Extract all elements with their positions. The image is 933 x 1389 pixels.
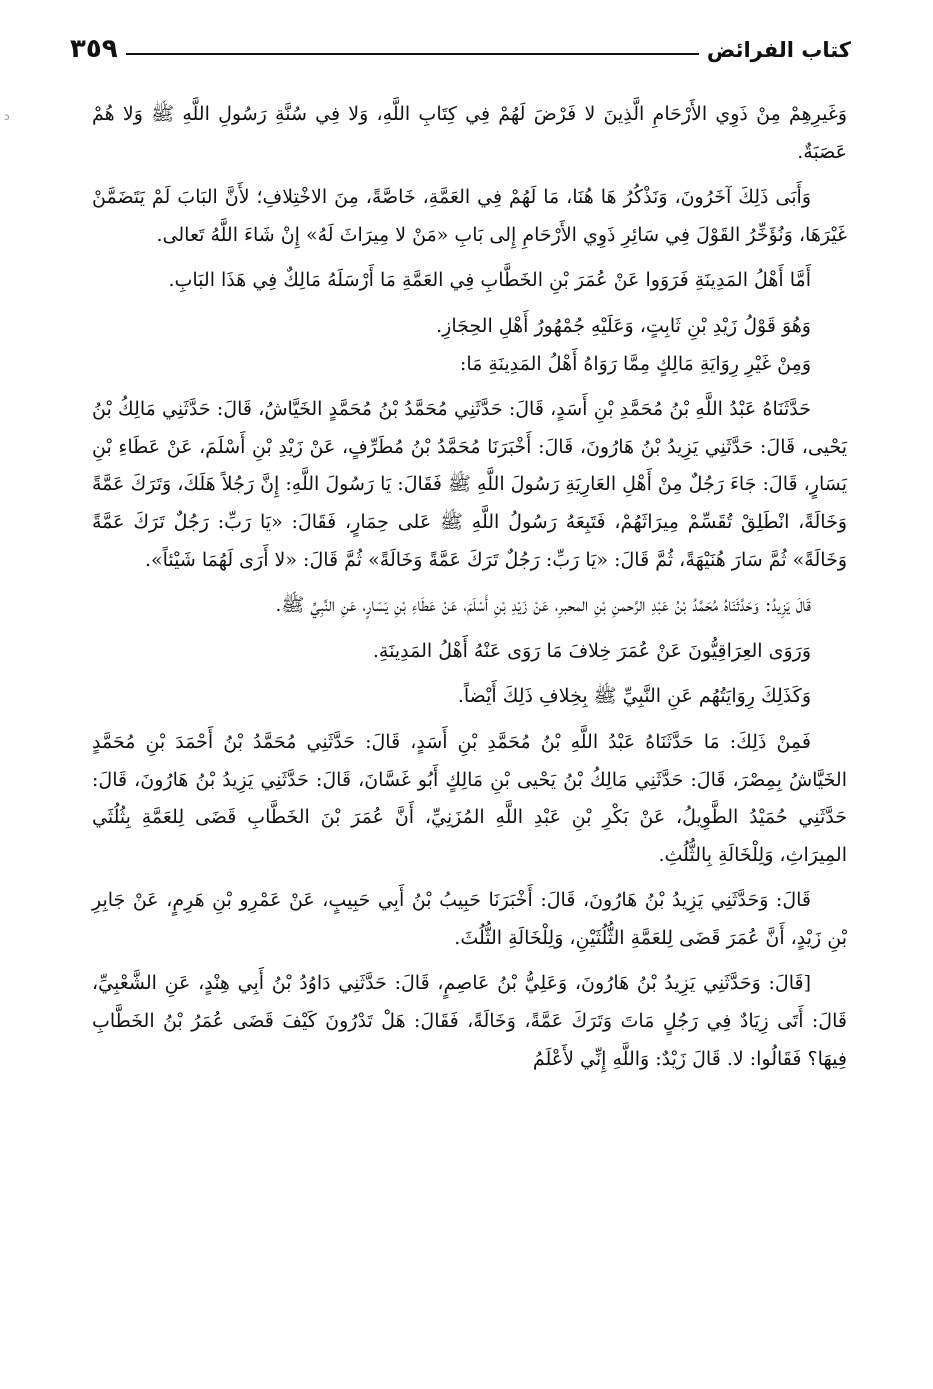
paragraph: فَمِنْ ذَلِكَ: مَا حَدَّثَنَاهُ عَبْدُ اللَّهِ بْنُ مُحَمَّدِ بْنِ أَسَدٍ، قَالَ: حَدَّثَنِي مُحَمَّدُ بْنُ أَحْمَدَ بْنِ مُحَمَّدٍ الخَيَّاشُ بِمِصْرَ، قَالَ: حَدَّثَنِي مَالِكُ بْنُ يَحْيى بْنِ مَالِكٍ أَبُو غَسَّانَ، قَالَ: حَدَّثَنِي يَزِيدُ بْنُ هَارُونَ، قَالَ: حَدَّثَنِي حُمَيْدُ الطَّوِيلُ، عَنْ بَكْرِ بْنِ عَبْدِ اللَّهِ المُزَنِيِّ، أَنَّ عُمَرَ بْنَ الخَطَّابِ قَضَى لِلعَمَّةِ بِثُلُثَي المِيرَاثِ، وَلِلْخَالَةِ بِالثُّلُثِ. [92,730,847,866]
paragraph: وَأَبَى ذَلِكَ آخَرُونَ، وَنَذْكُرُ هَا هُنَا، مَا لَهُمْ فِي العَمَّةِ، خَاصَّةً، مِنَ الاخْتِلافِ؛ لأَنَّ البَابَ لَمْ يَتَضَمَّنْ غَيْرَهَا، وَنُؤَخِّرُ القَوْلَ فِي سَائِرِ ذَوِي الأَرْحَامِ إِلى بَابِ «مَنْ لا مِيرَاثَ لَهُ» إِنْ شَاءَ اللَّهُ تَعالى. [92,186,847,246]
paragraph: قَالَ: وَحَدَّثَنِي يَزِيدُ بْنُ هَارُونَ، قَالَ: أَخْبَرَنَا حَبِيبُ بْنُ أَبِي حَبِيبٍ، عَنْ عَمْرِو بْنِ هَرِمٍ، عَنْ جَابِرِ بْنِ زَيْدٍ، أَنَّ عُمَرَ قَضَى لِلعَمَّةِ الثُّلُثَيْنِ، وَلِلْخَالَةِ الثُّلُثَ. [92,889,847,949]
paragraph: قَالَ يَزِيدُ: وَحَدَّثَنَاهُ مُحَمَّدُ بْنُ عَبْدِ الرَّحمنِ بْنِ المحبرِ، عَنْ زَيْدِ بْنِ أَسْلَمَ، عَنْ عَطَاءِ بْنِ يَسَارٍ، عَنِ النَّبِيِّ ﷺ. [275,594,811,617]
paragraph: وَكَذَلِكَ رِوَايَتُهُم عَنِ النَّبِيِّ ﷺ بِخِلافِ ذَلِكَ أَيْضاً. [457,685,811,708]
paragraph: أَمَّا أَهْلُ المَدِينَةِ فَرَوَوا عَنْ عُمَرَ بْنِ الخَطَّابِ فِي العَمَّةِ مَا أَرْسَلَهُ مَالِكٌ فِي هَذَا البَابِ. [168,269,811,292]
running-header [70,26,851,66]
header-rule [126,53,699,55]
paragraph: وَرَوَى العِرَاقِيُّونَ عَنْ عُمَرَ خِلافَ مَا رَوَى عَنْهُ أَهْلُ المَدِينَةِ. [372,639,811,662]
book-title: كتاب الفرائض [706,38,851,62]
page-number: ٣٥٩ [70,34,118,64]
body-text [92,96,847,1078]
paragraph: وَمِنْ غَيْرِ رِوَايَةِ مَالِكٍ مِمَّا رَوَاهُ أَهْلُ المَدِينَةِ مَا: [460,352,811,375]
paragraph: وَهُوَ قَوْلُ زَيْدِ بْنِ ثَابِتٍ، وَعَلَيْهِ جُمْهُورُ أَهْلِ الحِجَازِ. [436,314,811,337]
margin-mark: ɔ [4,112,10,123]
paragraph: [قَالَ: وَحَدَّثَنِي يَزِيدُ بْنُ هَارُونَ، وَعَلِيُّ بْنُ عَاصِمٍ، قَالَ: حَدَّثَنِي دَاوُدُ بْنُ أَبِي هِنْدٍ، عَنِ الشَّعْبِيِّ، قَالَ: أَتَى زِيَادٌ فِي رَجُلٍ مَاتَ وَتَرَكَ عَمَّةً، وَخَالَةً، فَقَالَ: هَلْ تَدْرُونَ كَيْفَ قَضَى عُمَرُ بْنُ الخَطَّابِ فِيهَا؟ فَقَالُوا: لا. قَالَ زَيْدٌ: وَاللَّهِ إِنِّي لأَعْلَمُ [92,972,847,1070]
paragraph: وَغَيرِهِمْ مِنْ ذَوِي الأَرْحَامِ الَّذِينَ لا فَرْضَ لَهُمْ فِي كِتَابِ اللَّهِ، وَلا فِي سُنَّةِ رَسُولِ اللَّهِ ﷺ وَلا هُمْ عَصَبَةٌ. [92,103,847,163]
paragraph: حَدَّثَنَاهُ عَبْدُ اللَّهِ بْنُ مُحَمَّدِ بْنِ أَسَدٍ، قَالَ: حَدَّثَنِي مُحَمَّدُ بْنُ مُحَمَّدٍ الخَيَّاشُ، قَالَ: حَدَّثَنِي مَالِكُ بْنُ يَحْيى، قَالَ: حَدَّثَنِي يَزِيدُ بْنُ هَارُونَ، قَالَ: أَخْبَرَنَا مُحَمَّدُ بْنُ مُطَرِّفٍ، عَنْ زَيْدِ بْنِ أَسْلَمَ، عَنْ عَطَاءِ بْنِ يَسَارٍ، قَالَ: جَاءَ رَجُلٌ مِنْ أَهْلِ العَارِيَةِ رَسُولَ اللَّهِ ﷺ فَقَالَ: يَا رَسُولَ اللَّهِ: إِنَّ رَجُلاً هَلَكَ، وَتَرَكَ عَمَّةً وَخَالَةً، انْطَلِقْ تُقَسِّمْ مِيرَاثَهُمْ، فَتَبِعَهُ رَسُولُ اللَّهِ ﷺ عَلى حِمَارٍ، فَقَالَ: «يَا رَبِّ: رَجُلٌ تَرَكَ عَمَّةً وَخَالَةً» ثُمَّ سَارَ هُنَيْهَةً، ثُمَّ قَالَ: «يَا رَبِّ: رَجُلٌ تَرَكَ عَمَّةً وَخَالَةً» ثُمَّ قَالَ: «لا أَرَى لَهُمَا شَيْئاً». [92,398,847,571]
